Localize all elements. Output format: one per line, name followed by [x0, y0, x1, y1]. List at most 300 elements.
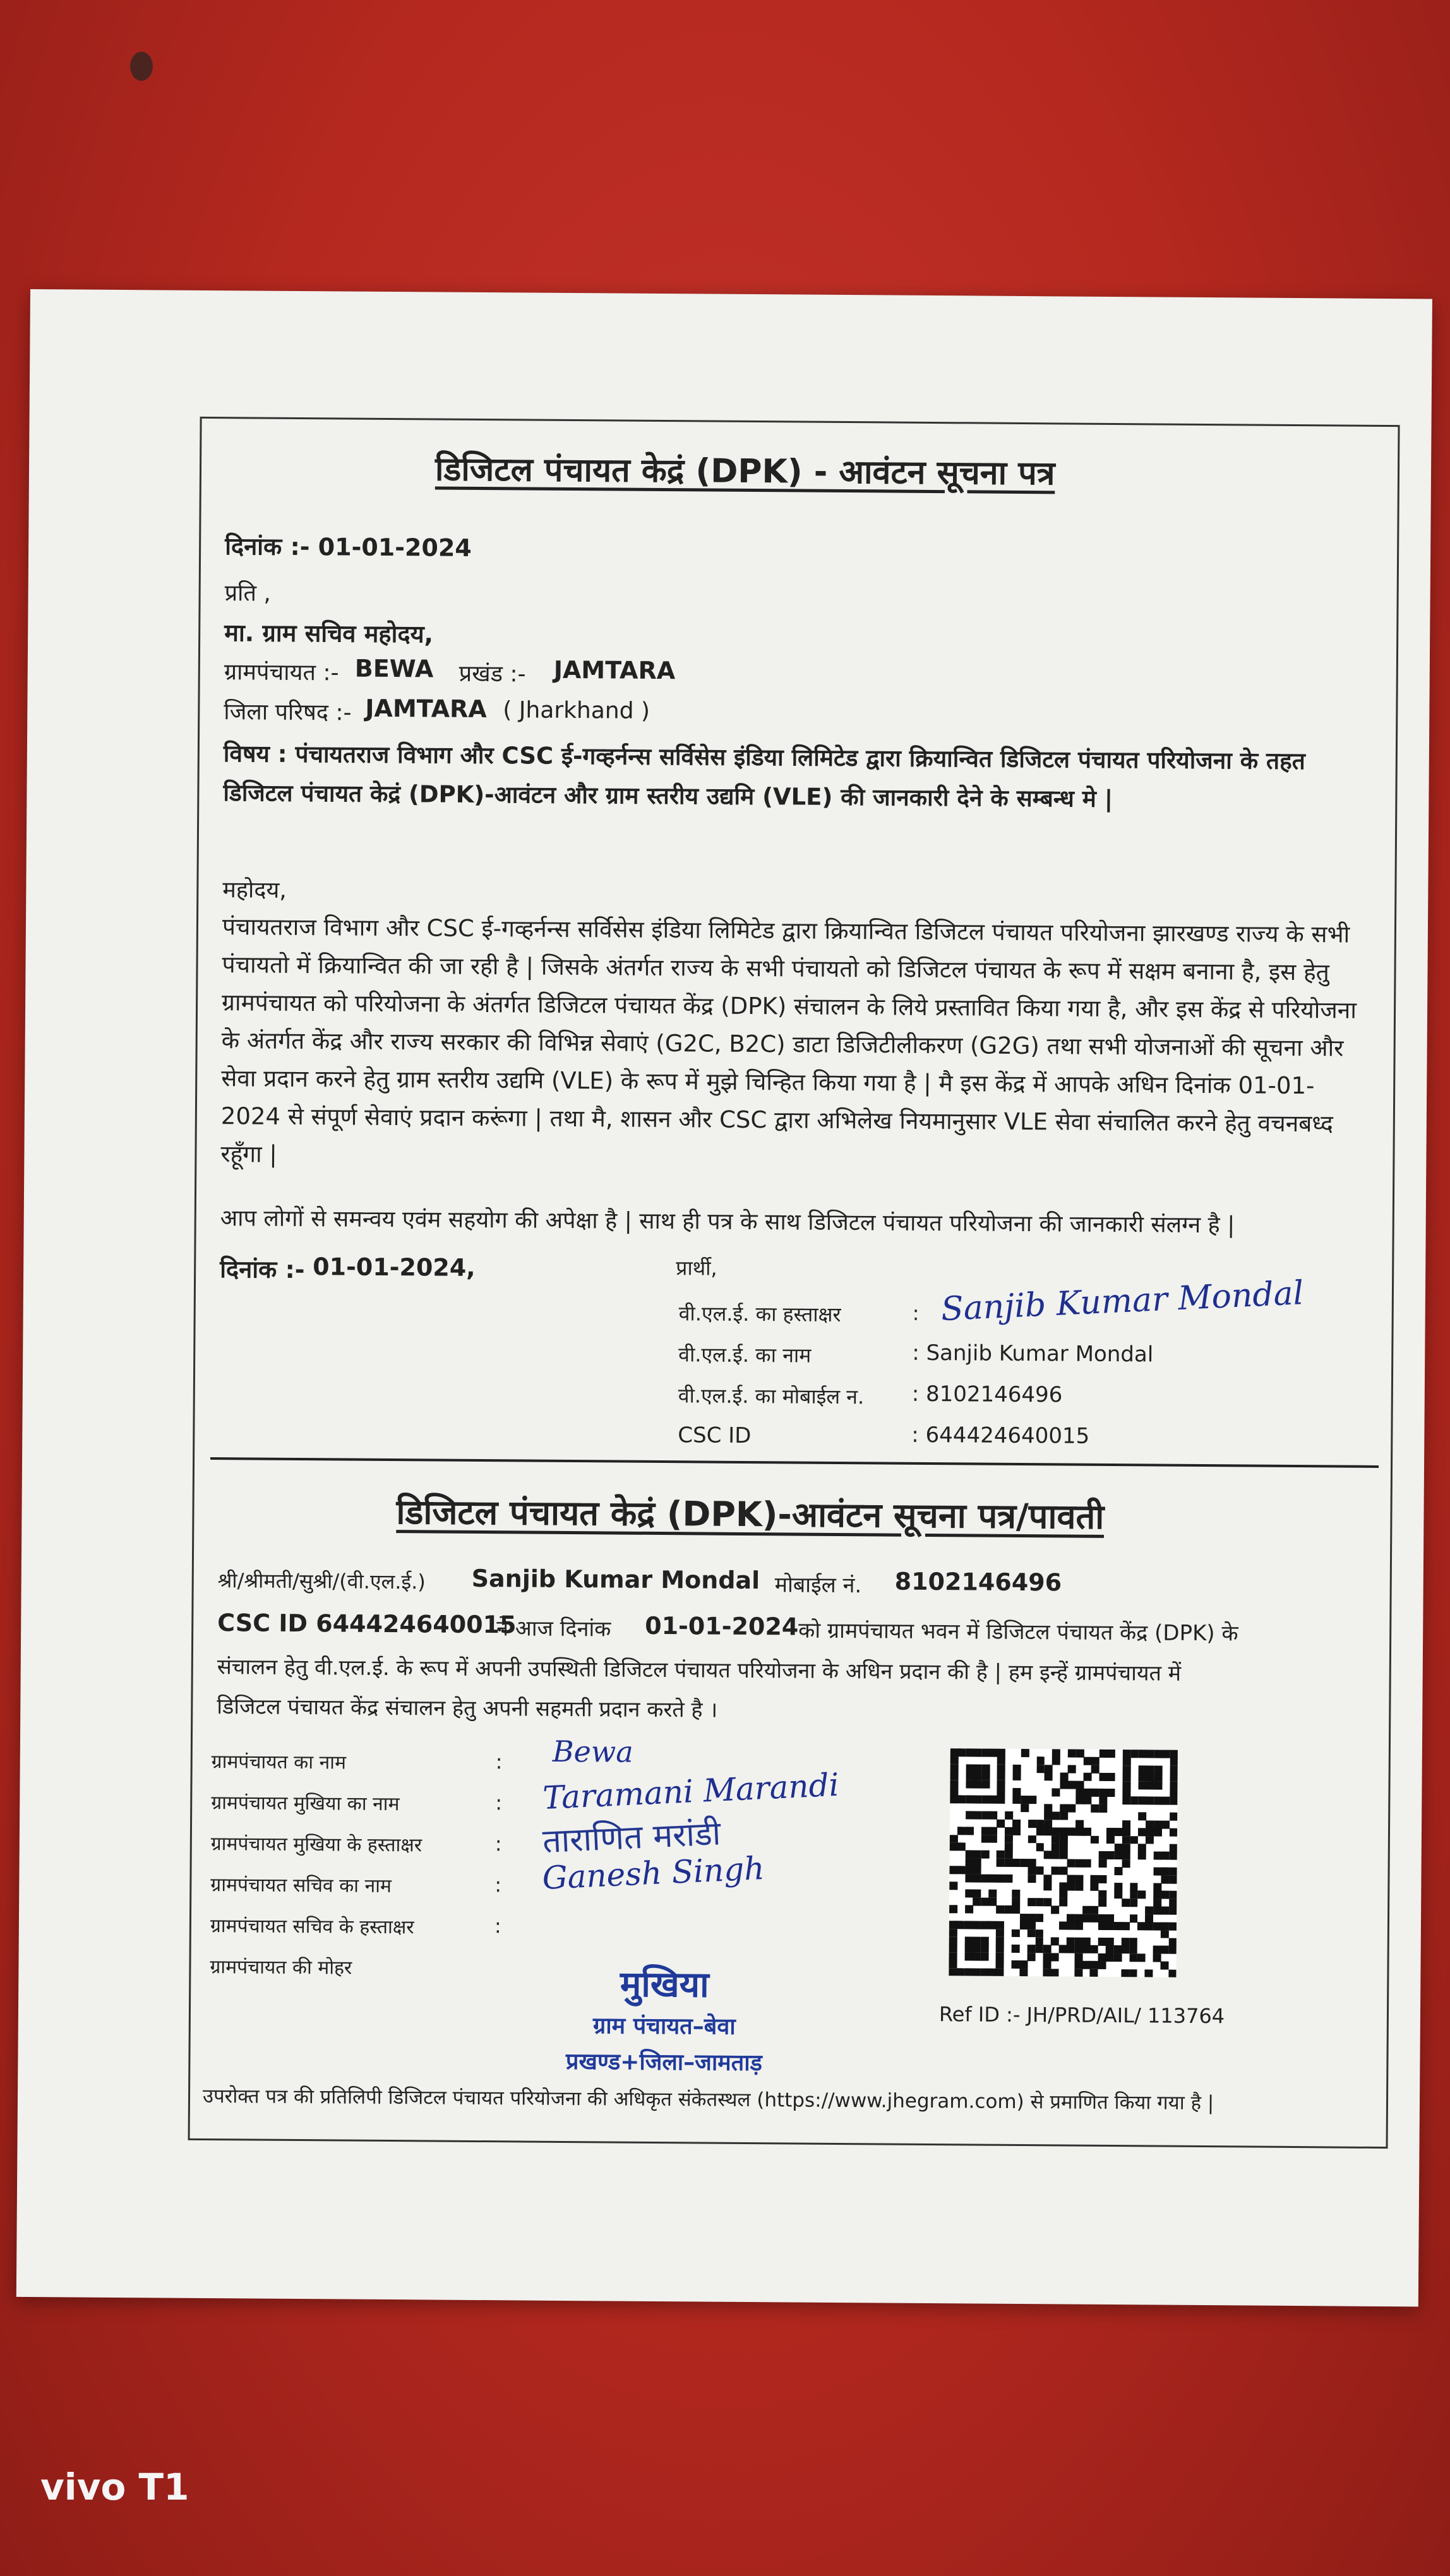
qr-module: [1082, 1938, 1091, 1946]
qr-module: [997, 1859, 1005, 1867]
receipt-line1-tail: को ग्रामपंचायत भवन में डिजिटल पंचायत केंद्र (DPK) के: [798, 1618, 1238, 1647]
qr-module: [1067, 1828, 1076, 1836]
qr-module: [1013, 1796, 1021, 1804]
field-value-secretary-name: Ganesh Singh: [541, 1849, 765, 1897]
qr-module: [1043, 1898, 1052, 1906]
field-label-secretary-signature: ग्रामपंचायत सचिव के हस्ताक्षर: [210, 1915, 414, 1939]
qr-module: [980, 1945, 988, 1953]
qr-module: [966, 1827, 974, 1835]
qr-module: [1106, 1828, 1115, 1836]
qr-module: [1074, 1945, 1082, 1953]
qr-module: [1059, 1867, 1067, 1875]
qr-module: [1052, 1867, 1060, 1875]
qr-module: [988, 1921, 997, 1929]
qr-module: [974, 1796, 982, 1804]
qr-module: [1153, 1852, 1161, 1860]
vle-mobile-value: : 8102146496: [911, 1381, 1063, 1408]
qr-module: [1091, 1765, 1099, 1774]
colon: :: [494, 1873, 502, 1897]
qr-module: [1091, 1789, 1099, 1797]
qr-module: [973, 1952, 981, 1960]
receipt-title: डिजिटल पंचायत केद्रं (DPK)-आवंटन सूचना पत्र/पावती: [396, 1492, 1105, 1537]
qr-module: [1114, 1844, 1122, 1852]
qr-module: [1161, 1962, 1169, 1970]
qr-module: [1060, 1780, 1068, 1789]
qr-module: [1059, 1898, 1067, 1906]
qr-module: [950, 1780, 958, 1788]
qr-module: [950, 1835, 958, 1843]
qr-module: [996, 1960, 1004, 1969]
qr-module: [1021, 1804, 1029, 1812]
qr-module: [1123, 1781, 1131, 1789]
qr-module: [997, 1780, 1005, 1788]
subject: विषय : पंचायतराज विभाग और CSC ई-गव्हर्नन्स सर्विसेस इंडिया लिमिटेड द्वारा क्रियान्वित डिजिटल पंचायत परियोजना के तहत डिजिटल पंचायत केद्रं (DPK)-आवंटन और ग्राम स्तरीय उद्यमि (VLE) की जानकारी देने के सम्बन्ध मे |: [223, 740, 1305, 813]
qr-module: [1122, 1859, 1130, 1868]
qr-module: [1004, 1874, 1012, 1882]
section-divider: [210, 1457, 1379, 1468]
qr-module: [957, 1827, 966, 1835]
qr-module: [1114, 1883, 1122, 1891]
qr-module: [1076, 1828, 1084, 1836]
qr-module: [950, 1748, 959, 1756]
qr-module: [1169, 1907, 1177, 1915]
qr-module: [1074, 1969, 1082, 1977]
qr-module: [1036, 1898, 1044, 1906]
qr-module: [981, 1811, 990, 1820]
qr-module: [997, 1788, 1005, 1796]
sign-date-value: 01-01-2024,: [313, 1253, 476, 1282]
qr-module: [957, 1866, 966, 1875]
block-label: प्रखंड :-: [458, 660, 526, 688]
qr-module: [1067, 1937, 1075, 1945]
qr-module: [1043, 1969, 1051, 1977]
qr-module: [1168, 1969, 1177, 1977]
qr-module: [1106, 1953, 1114, 1962]
qr-module: [1145, 1922, 1153, 1930]
qr-module: [1162, 1750, 1170, 1758]
qr-module: [1114, 1851, 1122, 1859]
qr-module: [1138, 1852, 1146, 1860]
qr-module: [1051, 1953, 1059, 1961]
vle-signature-label: वी.एल.ई. का हस्ताक्षर: [678, 1301, 841, 1327]
qr-module: [957, 1968, 965, 1976]
qr-module: [1051, 1906, 1059, 1914]
qr-module: [1170, 1758, 1178, 1766]
qr-module: [1107, 1750, 1115, 1758]
qr-module: [988, 1874, 997, 1882]
qr-module: [1161, 1891, 1169, 1899]
qr-module: [1153, 1868, 1161, 1876]
qr-module: [1005, 1835, 1013, 1843]
qr-module: [1075, 1859, 1083, 1867]
qr-module: [1083, 1828, 1091, 1836]
qr-module: [966, 1796, 974, 1804]
qr-module: [973, 1897, 981, 1905]
addressee: मा. ग्राम सचिव महोदय,: [224, 619, 434, 648]
qr-module: [1130, 1797, 1139, 1805]
qr-module: [1035, 1937, 1043, 1945]
vle-mobile-label: वी.एल.ई. का मोबाईल न.: [678, 1383, 865, 1409]
colon: :: [494, 1832, 502, 1856]
qr-module: [996, 1921, 1004, 1929]
qr-module: [1084, 1757, 1092, 1765]
qr-module: [989, 1811, 997, 1820]
camera-watermark: vivo T1: [40, 2466, 189, 2508]
qr-module: [1123, 1758, 1131, 1766]
district-value: JAMTARA: [365, 694, 487, 724]
qr-module: [1145, 1914, 1153, 1923]
qr-module: [973, 1811, 981, 1820]
qr-module: [1082, 1945, 1091, 1953]
qr-module: [1052, 1851, 1060, 1859]
qr-module: [1045, 1765, 1053, 1773]
vle-prefix: श्री/श्रीमती/सुश्री/(वी.एल.ई.): [217, 1568, 426, 1594]
qr-module: [1004, 1859, 1012, 1867]
qr-module: [1106, 1938, 1114, 1946]
qr-module: [1005, 1827, 1013, 1835]
qr-module: [1021, 1749, 1029, 1757]
qr-module: [973, 1851, 981, 1859]
qr-module: [1060, 1812, 1068, 1820]
qr-module: [1099, 1804, 1107, 1813]
qr-module: [1083, 1859, 1091, 1867]
qr-module: [973, 1921, 981, 1929]
qr-module: [1137, 1891, 1146, 1899]
colon: :: [495, 1791, 503, 1815]
qr-module: [989, 1835, 997, 1843]
vle-signature: Sanjib Kumar Mondal: [940, 1274, 1305, 1329]
qr-module: [1130, 1891, 1138, 1899]
footer-note: उपरोक्त पत्र की प्रतिलिपी डिजिटल पंचायत परियोजना की अधिकृत संकेतस्थल (https://www.jhegram.com) से प्रमाणित किया गया है |: [202, 2084, 1214, 2115]
qr-module: [965, 1874, 973, 1882]
qr-module: [974, 1780, 982, 1788]
qr-module: [1052, 1757, 1060, 1765]
qr-module: [965, 1936, 973, 1945]
qr-module: [1012, 1945, 1020, 1953]
qr-module: [1036, 1866, 1044, 1875]
qr-module: [1137, 1922, 1146, 1930]
qr-module: [1005, 1851, 1013, 1859]
qr-module: [974, 1764, 982, 1772]
qr-module: [1051, 1969, 1059, 1977]
qr-module: [1153, 1899, 1161, 1907]
receipt-vle-name: Sanjib Kumar Mondal: [471, 1564, 760, 1595]
qr-module: [1043, 1960, 1051, 1969]
qr-module: [1059, 1890, 1067, 1899]
qr-module: [974, 1772, 982, 1780]
qr-module: [1059, 1882, 1067, 1890]
qr-module: [1161, 1797, 1170, 1805]
qr-module: [981, 1780, 990, 1788]
qr-module: [1060, 1828, 1068, 1836]
block-value: JAMTARA: [553, 655, 676, 685]
applicant-label: प्रार्थी,: [676, 1256, 717, 1280]
qr-module: [1170, 1828, 1178, 1837]
qr-module: [996, 1952, 1004, 1960]
csc-id-label: CSC ID: [678, 1422, 752, 1449]
qr-module: [1154, 1781, 1162, 1789]
body-paragraph: पंचायतराज विभाग और CSC ई-गव्हर्नन्स सर्विसेस इंडिया लिमिटेड द्वारा क्रियान्वित डिजिटल पंचायत परियोजना झारखण्ड राज्य के सभी पंचायतो में क्रियान्वित की जा रही है | जिसके अंतर्गत राज्य के सभी पंचायतो को डिजिटल पंचायत के रूप में सक्षम बनाना है, इस हेतु ग्रामपंचायत को परियोजना के अंतर्गत डिजिटल पंचायत केंद्र (DPK) संचालन के लिये प्रस्तावित किया गया है, और इस केंद्र से परियोजना के अंतर्गत केंद्र और राज्य सरकार की विभिन्न सेवाएं (G2C, B2C) डाटा डिजिटीलीकरण (G2G) तथा सभी योजनाओं की सूचना और सेवा प्रदान करने हेतु ग्राम स्तरीय उद्यमि (VLE) के रूप में मुझे चिन्हित किया गया है | मै इस केंद्र में आपके अधिन दिनांक 01-01-2024 से संपूर्ण सेवाएं प्रदान करूंगा | तथा मै, शासन और CSC द्वारा अभिलेख नियमानुसार VLE सेवा संचालित करने हेतु वचनबध्द रहूँगा |: [220, 913, 1357, 1168]
qr-module: [1161, 1868, 1170, 1876]
qr-module: [1020, 1914, 1028, 1922]
qr-module: [988, 1898, 997, 1906]
qr-module: [1169, 1868, 1177, 1876]
qr-module: [965, 1905, 973, 1914]
qr-module: [1075, 1922, 1083, 1930]
qr-module: [958, 1796, 966, 1804]
qr-module: [989, 1796, 997, 1804]
qr-module: [965, 1858, 973, 1866]
qr-module: [1114, 1890, 1122, 1899]
qr-module: [1013, 1788, 1021, 1796]
vle-name-label: वी.एल.ई. का नाम: [678, 1342, 812, 1368]
qr-module: [1076, 1820, 1084, 1828]
qr-module: [1005, 1811, 1013, 1820]
qr-module: [965, 1921, 973, 1929]
qr-module: [1013, 1765, 1021, 1773]
qr-module: [958, 1748, 966, 1756]
qr-module: [1161, 1946, 1169, 1954]
qr-module: [949, 1952, 957, 1960]
qr-module: [1090, 1961, 1098, 1969]
qr-module: [1082, 1961, 1090, 1969]
qr-module: [973, 1866, 981, 1875]
qr-module: [1004, 1905, 1012, 1914]
qr-module: [1161, 1875, 1170, 1883]
qr-module: [1091, 1804, 1099, 1813]
qr-module: [1060, 1804, 1068, 1812]
qr-module: [1129, 1938, 1137, 1946]
qr-module: [1106, 1914, 1114, 1923]
qr-module: [1121, 1969, 1129, 1977]
qr-module: [1138, 1797, 1146, 1805]
qr-module: [1044, 1804, 1052, 1812]
qr-module: [1154, 1820, 1162, 1828]
qr-module: [973, 1968, 981, 1976]
qr-module: [1146, 1750, 1154, 1758]
qr-module: [1075, 1914, 1083, 1922]
qr-module: [997, 1851, 1005, 1859]
qr-module: [980, 1952, 988, 1960]
qr-module: [964, 1952, 973, 1960]
qr-module: [1122, 1820, 1130, 1828]
qr-module: [1107, 1773, 1115, 1781]
qr-module: [1060, 1843, 1068, 1851]
qr-module: [1154, 1828, 1162, 1837]
qr-module: [997, 1905, 1005, 1914]
qr-module: [965, 1866, 973, 1875]
qr-module: [1036, 1914, 1044, 1922]
qr-module: [1153, 1883, 1161, 1892]
qr-module: [1106, 1836, 1115, 1844]
receipt-mobile-label: मोबाईल नं.: [774, 1572, 862, 1599]
qr-module: [973, 1936, 981, 1945]
qr-module: [980, 1968, 988, 1976]
to-line: प्रति ,: [224, 580, 272, 607]
receipt-mobile-value: 8102146496: [894, 1567, 1062, 1597]
qr-module: [1161, 1852, 1170, 1860]
qr-module: [1058, 1945, 1067, 1953]
qr-module: [1060, 1835, 1068, 1844]
qr-module: [1059, 1922, 1067, 1930]
qr-module: [1122, 1828, 1130, 1836]
vle-name-value: : Sanjib Kumar Mondal: [912, 1340, 1154, 1368]
qr-module: [1067, 1914, 1075, 1922]
qr-module: [1098, 1914, 1106, 1923]
qr-module: [997, 1874, 1005, 1882]
qr-module: [1098, 1938, 1106, 1946]
qr-module: [1091, 1906, 1099, 1914]
qr-module: [965, 1851, 973, 1859]
qr-module: [997, 1796, 1005, 1804]
qr-module: [1170, 1813, 1178, 1821]
qr-module: [974, 1748, 982, 1756]
qr-module: [973, 1890, 981, 1898]
qr-module: [1051, 1937, 1059, 1945]
qr-module: [1052, 1788, 1060, 1796]
qr-module: [1067, 1875, 1076, 1883]
qr-module: [1044, 1812, 1052, 1820]
qr-module: [1028, 1945, 1036, 1953]
qr-module: [1098, 1953, 1106, 1962]
qr-module: [949, 1936, 957, 1945]
qr-module: [990, 1749, 998, 1757]
qr-module: [980, 1936, 988, 1945]
qr-module: [988, 1890, 997, 1898]
qr-module: [1099, 1796, 1107, 1804]
qr-module: [966, 1748, 974, 1756]
qr-module: [996, 1945, 1004, 1953]
qr-module: [1129, 1946, 1137, 1954]
qr-module: [1170, 1774, 1178, 1782]
qr-module: [1036, 1765, 1045, 1773]
qr-module: [957, 1842, 966, 1851]
qr-module: [950, 1796, 958, 1804]
qr-module: [1044, 1827, 1052, 1835]
qr-module: [1169, 1899, 1177, 1907]
qr-module: [1099, 1750, 1108, 1758]
qr-module: [1012, 1898, 1020, 1906]
qr-module: [1082, 1906, 1091, 1914]
qr-module: [1146, 1781, 1154, 1789]
qr-module: [1113, 1945, 1122, 1953]
qr-module: [1138, 1844, 1146, 1852]
qr-module: [1123, 1765, 1131, 1774]
qr-module: [996, 1937, 1004, 1945]
qr-module: [1036, 1757, 1045, 1765]
letter-date: दिनांक :- 01-01-2024: [225, 532, 472, 562]
field-value-mukhiya-name: Taramani Marandi: [542, 1766, 840, 1816]
qr-module: [1170, 1797, 1178, 1805]
qr-module: [1130, 1883, 1138, 1891]
qr-module: [1076, 1796, 1084, 1804]
qr-module: [1075, 1883, 1083, 1891]
qr-module: [1012, 1905, 1020, 1914]
qr-module: [1028, 1866, 1036, 1875]
qr-module: [1169, 1875, 1177, 1883]
qr-module: [1099, 1789, 1107, 1797]
qr-module: [973, 1858, 981, 1866]
wall-pin: [130, 52, 153, 81]
salutation: महोदय,: [222, 877, 287, 903]
qr-module: [1082, 1914, 1091, 1922]
qr-module: [981, 1764, 990, 1772]
qr-module: [1146, 1828, 1154, 1837]
qr-module: [1028, 1859, 1036, 1867]
qr-module: [1052, 1749, 1060, 1757]
qr-module: [1154, 1797, 1162, 1805]
qr-module: [1154, 1765, 1162, 1774]
qr-module: [1130, 1899, 1138, 1907]
field-label-seal: ग्रामपंचायत की मोहर: [210, 1956, 352, 1979]
qr-module: [981, 1874, 989, 1882]
qr-module: [1154, 1774, 1162, 1782]
field-value-mukhiya-signature: ताराणित मरांडी: [541, 1815, 722, 1861]
receipt-line2: संचालन हेतु वी.एल.ई. के रूप में अपनी उपस्थिती डिजिटल पंचायत परियोजना के अधिन प्रदान की है | हम इन्हें ग्रामपंचायत में: [217, 1654, 1182, 1686]
qr-module: [966, 1780, 974, 1788]
colon: :: [912, 1301, 920, 1325]
qr-module: [1170, 1781, 1178, 1789]
qr-module: [1076, 1750, 1084, 1758]
qr-module: [1043, 1945, 1052, 1953]
qr-module: [1067, 1804, 1076, 1812]
qr-module: [1059, 1851, 1067, 1859]
qr-module: [950, 1772, 959, 1780]
letter-frame: [188, 417, 1400, 2149]
seal-stamp-line3: प्रखण्ड+जिला–जामताड़: [565, 2048, 763, 2077]
qr-module: [950, 1787, 958, 1796]
seal-stamp-title: मुखिया: [620, 1964, 709, 2006]
qr-module: [988, 1968, 996, 1976]
qr-module: [1067, 1883, 1076, 1891]
qr-module: [1091, 1875, 1099, 1883]
qr-module: [1044, 1851, 1052, 1859]
qr-module: [957, 1921, 965, 1929]
qr-module: [997, 1765, 1005, 1773]
csc-id-value: : 644424640015: [911, 1422, 1090, 1449]
qr-module: [1091, 1757, 1099, 1765]
qr-module: [1068, 1765, 1076, 1773]
qr-module: [950, 1866, 958, 1874]
qr-module: [1074, 1938, 1082, 1946]
qr-module: [1052, 1835, 1060, 1844]
qr-module: [1052, 1812, 1060, 1820]
qr-module: [1146, 1797, 1154, 1805]
qr-module: [1122, 1789, 1130, 1797]
receipt-csc-id: CSC ID 644424640015: [217, 1609, 517, 1639]
qr-module: [981, 1749, 990, 1757]
qr-module: [1153, 1923, 1161, 1931]
qr-module: [1098, 1859, 1106, 1868]
receipt-line1-rest: ने आज दिनांक: [496, 1616, 611, 1642]
qr-module: [966, 1811, 974, 1820]
state-value: ( Jharkhand ): [503, 697, 650, 724]
qr-module: [964, 1968, 973, 1976]
qr-module: [1146, 1765, 1154, 1774]
qr-module: [1068, 1750, 1076, 1758]
qr-module: [1091, 1883, 1099, 1891]
qr-module: [1161, 1930, 1169, 1938]
qr-module: [1098, 1875, 1106, 1883]
qr-module: [1129, 1953, 1137, 1962]
qr-module: [1123, 1773, 1131, 1781]
qr-module: [1123, 1750, 1131, 1758]
qr-module: [1170, 1750, 1178, 1758]
qr-module: [966, 1772, 974, 1780]
qr-module: [1145, 1907, 1153, 1915]
qr-module: [997, 1756, 1005, 1765]
qr-module: [981, 1835, 989, 1843]
